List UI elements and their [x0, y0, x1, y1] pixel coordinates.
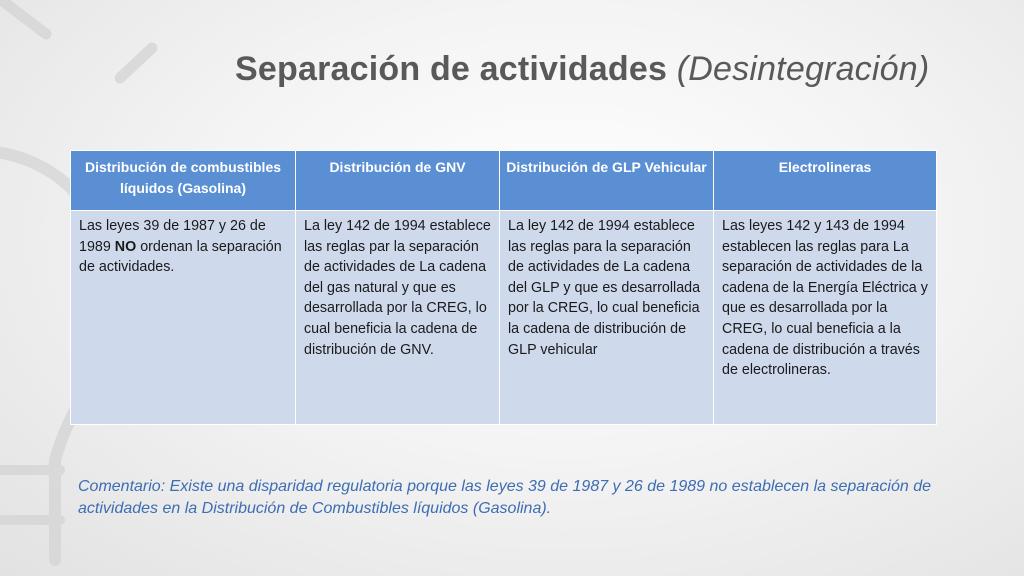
title-main: Separación de actividades — [235, 50, 668, 88]
cell-gasolina: Las leyes 39 de 1987 y 26 de 1989 NO ordenan la separación de actividades. — [71, 211, 296, 425]
page-title — [235, 50, 929, 89]
header-glp: Distribución de GLP Vehicular — [500, 151, 714, 211]
table-row — [71, 211, 937, 425]
cell-gnv: La ley 142 de 1994 establece las reglas par la separación de actividades de La cadena del gas natural y que es desarrollada por la CREG, lo cual beneficia la cadena de distribución de GNV. — [296, 211, 500, 425]
comment-text: Comentario: Existe una disparidad regulatoria porque las leyes 39 de 1987 y 26 de 1989 no establecen la separación de actividades en la Distribución de Combustibles líquidos (Gasolina). — [78, 478, 932, 517]
header-gnv: Distribución de GNV — [296, 151, 500, 211]
table-header-row — [71, 151, 937, 211]
emphasis-no: NO — [114, 238, 137, 255]
cell-glp: La ley 142 de 1994 establece las reglas para la separación de actividades de La cadena del GLP y que es desarrollada por la CREG, lo cual beneficia la cadena de distribución de GLP vehicular — [500, 211, 714, 425]
cell-electrolineras: Las leyes 142 y 143 de 1994 establecen las reglas para La separación de actividades de la cadena de la Energía Eléctrica y que es desarrollada por la CREG, lo cual beneficia a la cadena de distribución a través de electrolineras. — [714, 211, 937, 425]
header-gasolina: Distribución de combustibles líquidos (Gasolina) — [71, 151, 296, 211]
title-subtitle: (Desintegración) — [676, 50, 930, 88]
comparison-table — [70, 150, 937, 425]
header-electrolineras: Electrolineras — [714, 151, 937, 211]
